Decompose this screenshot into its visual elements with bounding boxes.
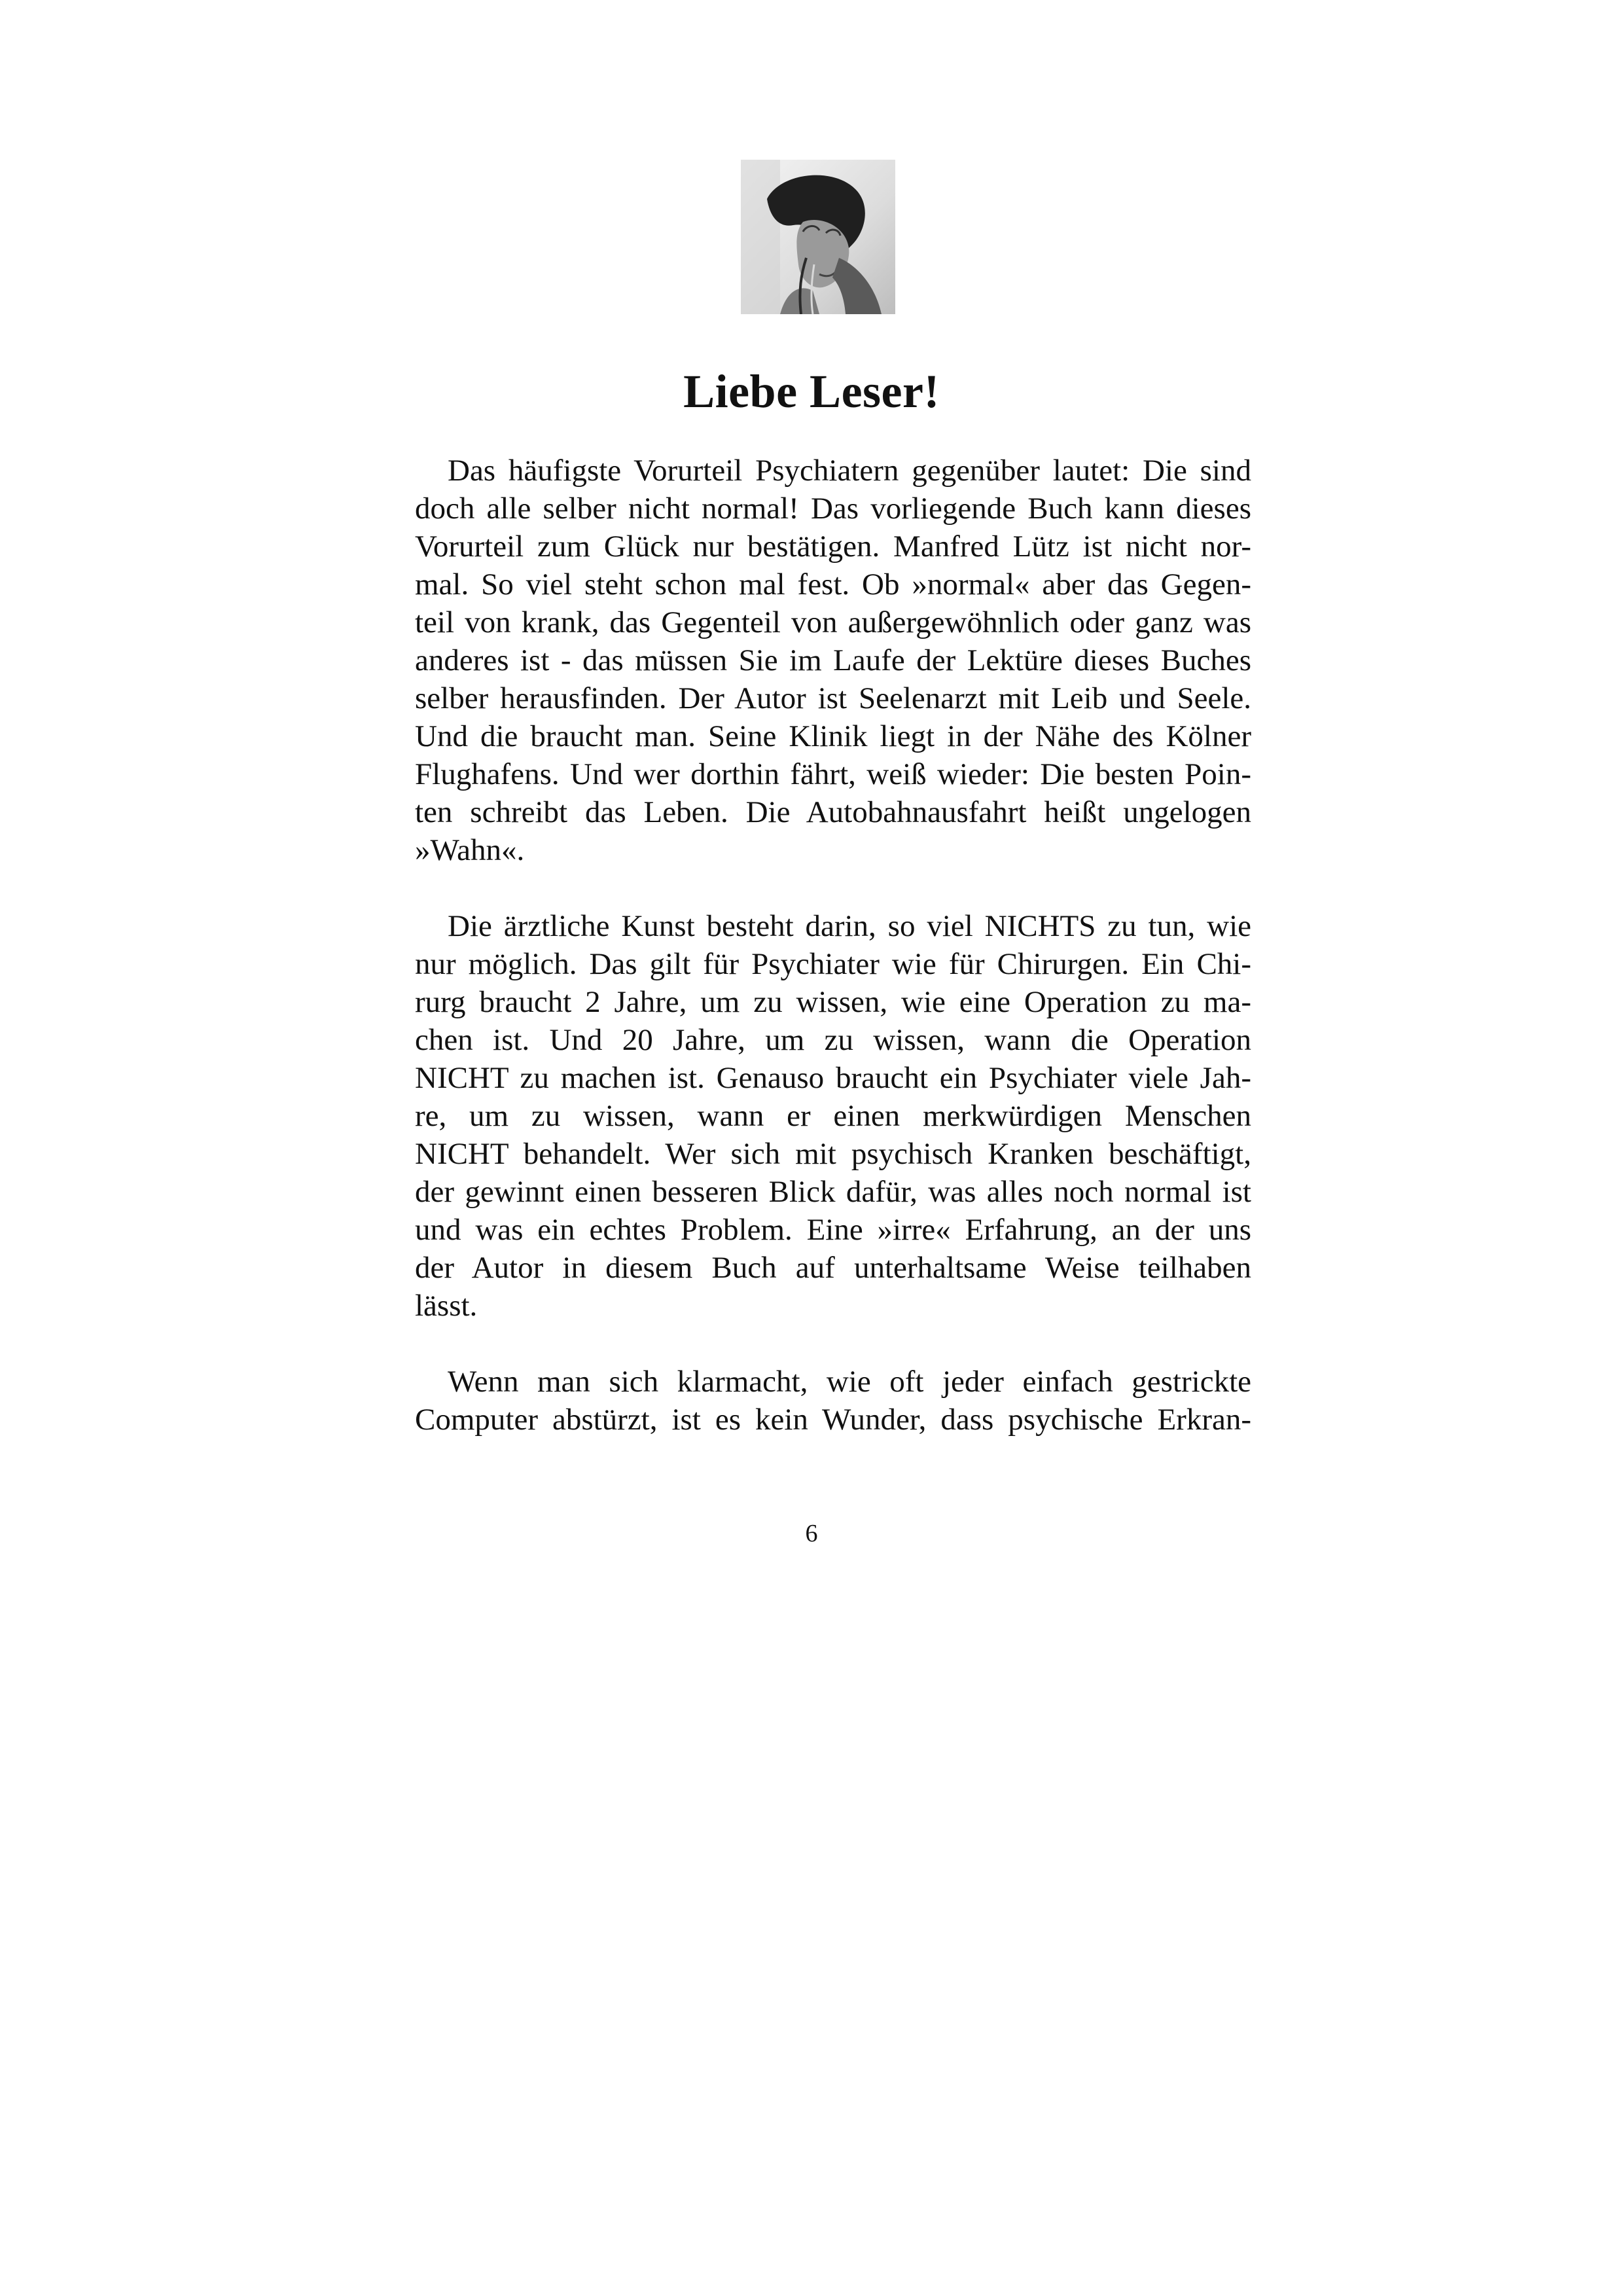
text-line: lässt. [415, 1289, 478, 1323]
text-line: ten schreibt das Leben. Die Autobahnausfahrt heißt ungelogen [415, 795, 1251, 829]
author-portrait-photo [741, 160, 895, 314]
page-number: 6 [805, 1520, 818, 1547]
paragraph-2 [382, 907, 1251, 1325]
text-line: re, um zu wissen, wann er einen merkwürdigen Menschen [415, 1099, 1251, 1133]
text-line: »Wahn«. [415, 833, 525, 867]
text-line: chen ist. Und 20 Jahre, um zu wissen, wann die Operation [415, 1023, 1251, 1057]
text-line: doch alle selber nicht normal! Das vorliegende Buch kann dieses [415, 492, 1251, 526]
text-line: anderes ist - das müssen Sie im Laufe der Lektüre dieses Buches [415, 643, 1251, 677]
page-title: Liebe Leser! [683, 365, 940, 418]
text-line: Und die braucht man. Seine Klinik liegt in der Nähe des Kölner [415, 719, 1251, 753]
text-line: der gewinnt einen besseren Blick dafür, was alles noch normal ist [415, 1175, 1251, 1209]
text-line: Vorurteil zum Glück nur bestätigen. Manfred Lütz ist nicht nor- [415, 529, 1251, 564]
text-line: und was ein echtes Problem. Eine »irre« Erfahrung, an der uns [415, 1213, 1251, 1247]
text-line: teil von krank, das Gegenteil von außergewöhnlich oder ganz was [415, 605, 1251, 639]
body-text [382, 452, 1251, 1477]
paragraph-3 [382, 1363, 1251, 1439]
text-line: Flughafens. Und wer dorthin fährt, weiß wieder: Die besten Poin- [415, 757, 1251, 791]
text-line: der Autor in diesem Buch auf unterhaltsame Weise teilhaben [415, 1251, 1251, 1285]
text-line: Das häufigste Vorurteil Psychiatern gegenüber lautet: Die sind [448, 454, 1251, 488]
text-line: nur möglich. Das gilt für Psychiater wie für Chirurgen. Ein Chi- [415, 947, 1251, 981]
text-line: NICHT behandelt. Wer sich mit psychisch Kranken beschäftigt, [415, 1137, 1251, 1171]
text-line: Wenn man sich klarmacht, wie oft jeder einfach gestrickte [448, 1365, 1251, 1399]
text-line: selber herausfinden. Der Autor ist Seelenarzt mit Leib und Seele. [415, 681, 1251, 715]
text-line: mal. So viel steht schon mal fest. Ob »normal« aber das Gegen- [415, 567, 1251, 601]
paragraph-1 [382, 452, 1251, 869]
text-line: Computer abstürzt, ist es kein Wunder, dass psychische Erkran- [415, 1403, 1251, 1437]
text-line: rurg braucht 2 Jahre, um zu wissen, wie eine Operation zu ma- [415, 985, 1251, 1019]
text-line: Die ärztliche Kunst besteht darin, so viel NICHTS zu tun, wie [448, 909, 1251, 943]
text-line: NICHT zu machen ist. Genauso braucht ein Psychiater viele Jah- [415, 1061, 1251, 1095]
